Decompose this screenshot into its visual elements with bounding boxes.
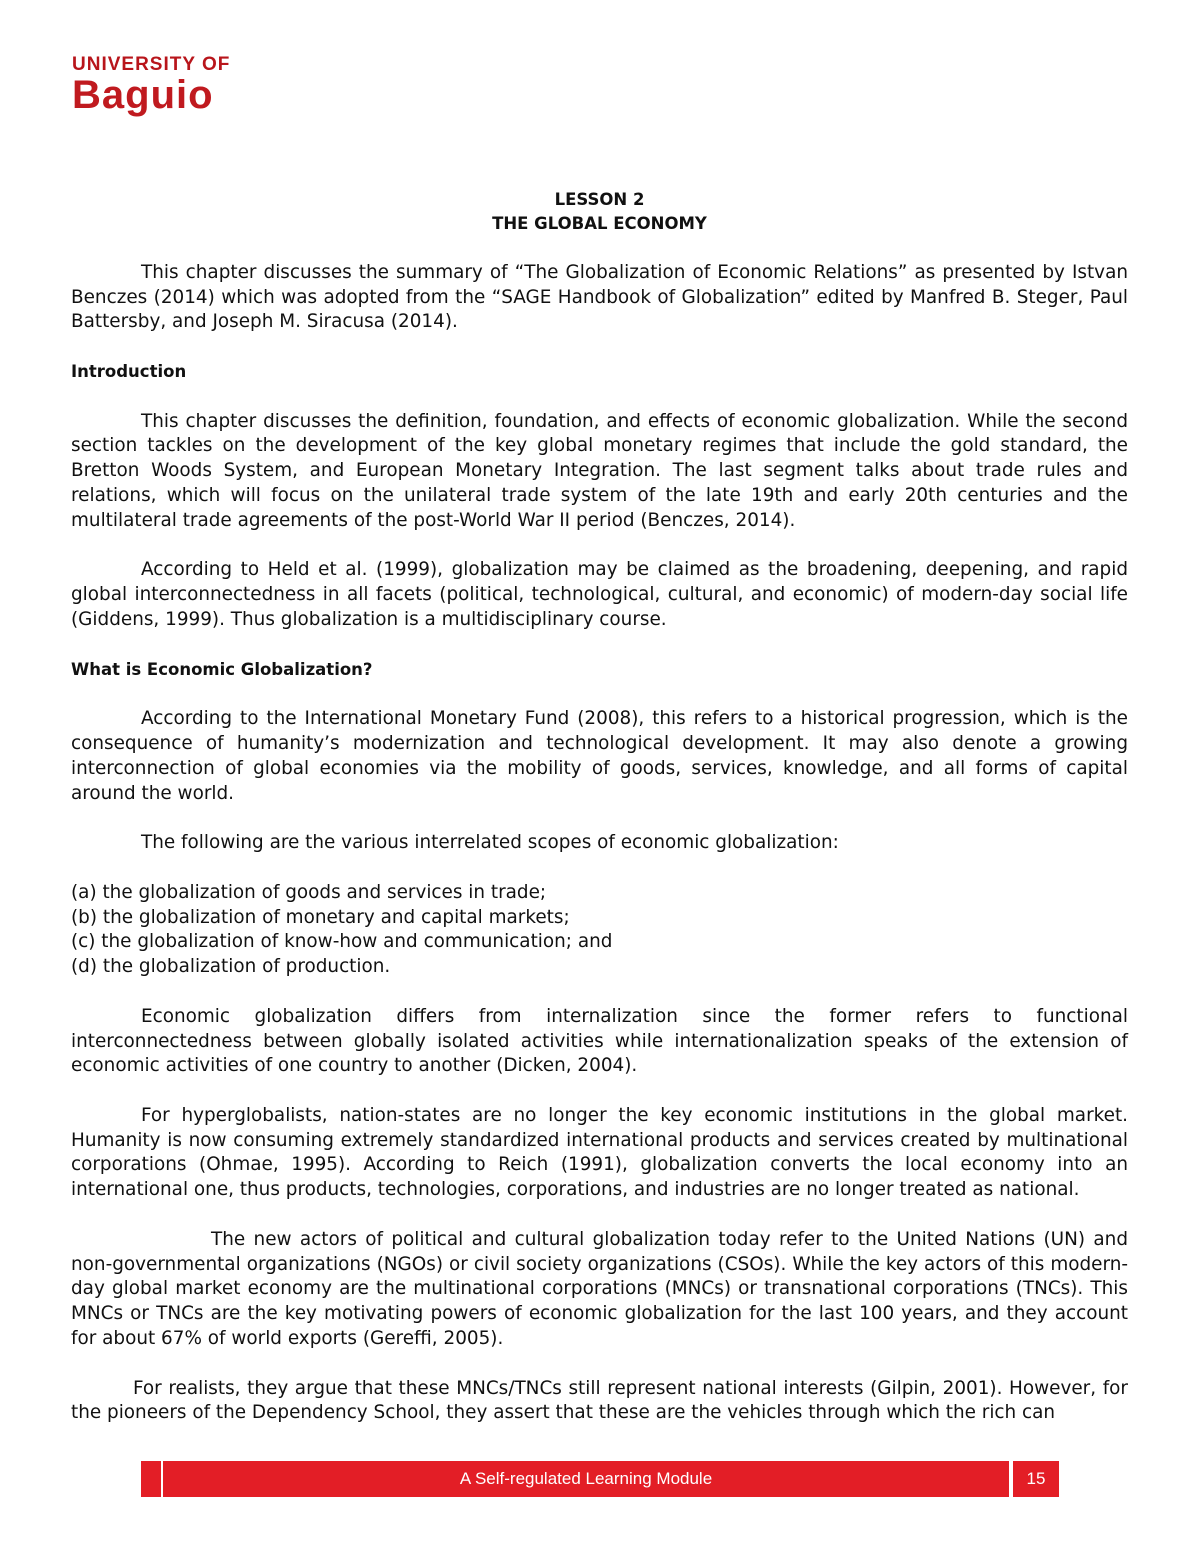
introduction-paragraph-2: According to Held et al. (1999), globalization may be claimed as the broadening, deepening, and rapid global interconnectedness in all facets (political, technological, cultural, and economic) of modern-day social life (Giddens, 1999). Thus globalization is a multidisciplinary course. [71,559,1128,630]
econ-paragraph-3: Economic globalization differs from internalization since the former refers to functional interconnectedness between globally isolated activities while internationalization speaks of the extension of economic activities of one country to another (Dicken, 2004). [71,1005,1128,1077]
list-item: (a) the globalization of goods and services in trade; [71,881,547,903]
lesson-title: THE GLOBAL ECONOMY [492,214,707,233]
page-footer [141,1461,1059,1497]
footer-accent-bar [141,1461,161,1497]
section-heading-introduction: Introduction [71,361,187,381]
econ-paragraph-2: The following are the various interrelated scopes of economic globalization: [141,832,839,854]
intro-paragraph: This chapter discusses the summary of “The Globalization of Economic Relations” as presented by Istvan Benczes (2014) which was adopted from the “SAGE Handbook of Globalization” edited by Manfred B. Steger, Paul Battersby, and Joseph M. Siracusa (2014). [71,261,1128,333]
list-item: (d) the globalization of production. [71,956,391,978]
footer-label: A Self-regulated Learning Module [163,1461,1009,1497]
section-heading-economic-globalization: What is Economic Globalization? [71,659,373,679]
list-item: (b) the globalization of monetary and capital markets; [71,906,570,928]
econ-paragraph-1: According to the International Monetary Fund (2008), this refers to a historical progression, which is the consequence of humanity’s modernization and technological development. It may also denote a growing interconnection of global economies via the mobility of goods, services, knowledge, and all forms of capital around the world. [71,708,1128,804]
university-logo [72,54,272,117]
scopes-list [71,881,1128,980]
document-body [71,188,1128,1426]
list-item: (c) the globalization of know-how and communication; and [71,931,613,953]
page-number: 15 [1013,1461,1059,1497]
introduction-paragraph-1: This chapter discusses the definition, foundation, and effects of economic globalization. While the second section tackles on the development of the key global monetary regimes that include the gold standard, the Bretton Woods System, and European Monetary Integration. The last segment talks about trade rules and relations, which will focus on the unilateral trade system of the late 19th and early 20th centuries and the multilateral trade agreements of the post-World War II period (Benczes, 2014). [71,410,1128,531]
logo-line-2: Baguio [72,73,214,117]
econ-paragraph-5: The new actors of political and cultural globalization today refer to the United Nations (UN) and non-governmental organizations (NGOs) or civil society organizations (CSOs). While the key actors of this modern-day global market economy are the multinational corporations (MNCs) or transnational corporations (TNCs). This MNCs or TNCs are the key motivating powers of economic globalization for the last 100 years, and they account for about 67% of world exports (Gereffi, 2005). [71,1228,1128,1350]
econ-paragraph-6: For realists, they argue that these MNCs/TNCs still represent national interests (Gilpin, 2001). However, for the pioneers of the Dependency School, they assert that these are the vehicles through which the rich can [71,1377,1128,1424]
econ-paragraph-4: For hyperglobalists, nation-states are no longer the key economic institutions in the global market. Humanity is now consuming extremely standardized international products and services created by multinational corporations (Ohmae, 1995). According to Reich (1991), globalization converts the local economy into an international one, thus products, technologies, corporations, and industries are no longer treated as national. [71,1104,1128,1201]
logo-line-1: UNIVERSITY OF [72,54,231,75]
lesson-number: LESSON 2 [554,190,645,209]
